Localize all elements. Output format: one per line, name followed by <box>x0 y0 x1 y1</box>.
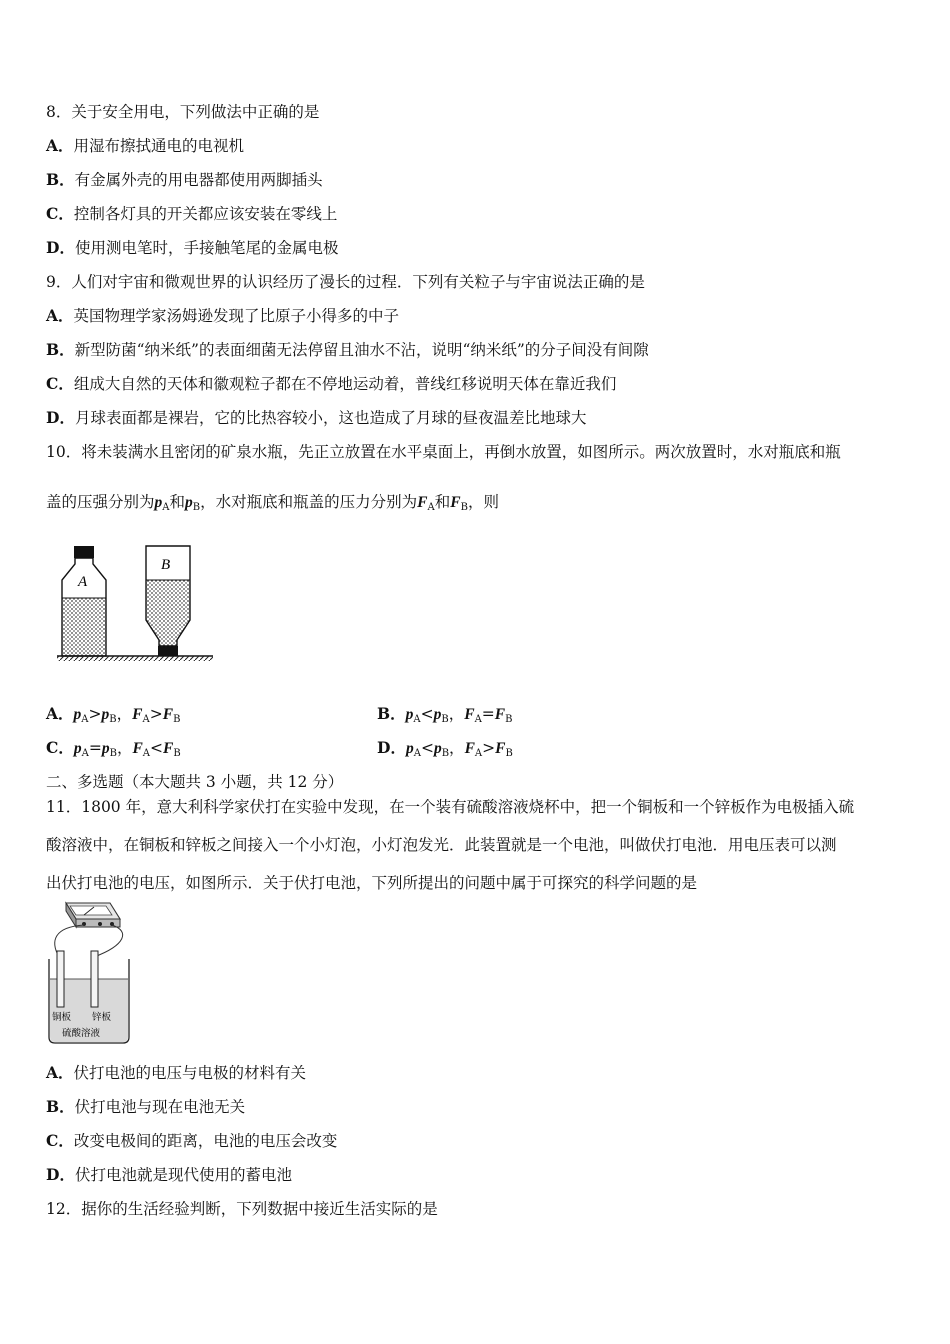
sym-f: F <box>132 706 143 723</box>
q10-option-c-letter: C． <box>46 738 74 757</box>
q8-option-c-text: 控制各灯具的开关都应该安装在零线上 <box>73 205 338 223</box>
sub-b: B <box>460 502 468 513</box>
q10-stem-part-b: 和 <box>169 493 186 511</box>
q11-stem-line1: 11．1800 年，意大利科学家伏打在实验中发现，在一个装有硫酸溶液烧杯中，把一个铜板和一个锌板作为电极插入硫 <box>46 798 855 816</box>
q10-stem-part-e: ，则 <box>467 493 499 511</box>
q8-option-b-text: 有金属外壳的用电器都使用两脚插头 <box>74 171 323 189</box>
q8-option-d <box>46 238 338 258</box>
copper-plate <box>57 951 64 1007</box>
q11-option-b <box>46 1097 245 1117</box>
q9-option-a-letter: A． <box>46 306 74 325</box>
connecting-wires <box>55 925 123 957</box>
sub-a: A <box>81 748 89 759</box>
q10-stem-line2 <box>46 492 499 518</box>
sym-p: p <box>433 706 442 723</box>
q9-option-d-text: 月球表面都是裸岩，它的比热容较小，这也造成了月球的昼夜温差比地球大 <box>74 409 587 427</box>
q8-option-a <box>46 136 244 156</box>
q9-option-d-letter: D． <box>46 408 75 427</box>
q11-option-a-text: 伏打电池的电压与电极的材料有关 <box>73 1064 307 1082</box>
q9-option-c-letter: C． <box>46 374 74 393</box>
sub-a: A <box>427 502 435 513</box>
q8-option-b <box>46 170 323 190</box>
relation: = <box>481 705 495 723</box>
q10-option-d-letter: D． <box>377 738 406 757</box>
bottle-b-cap <box>158 646 178 656</box>
sub-b: B <box>441 714 449 725</box>
zinc-plate <box>91 951 98 1007</box>
sub-a: A <box>413 714 421 725</box>
sub-a: A <box>81 714 89 725</box>
bottle-a-water <box>62 598 106 656</box>
q11-option-a-letter: A． <box>46 1063 74 1082</box>
q8-option-a-text: 用湿布擦拭通电的电视机 <box>73 137 245 155</box>
sub-b: B <box>505 748 513 759</box>
bottle-b-label: B <box>161 557 171 573</box>
q8-option-b-letter: B． <box>46 170 75 189</box>
sym-f: F <box>494 706 506 723</box>
sub-b: B <box>109 714 117 725</box>
q10-option-c <box>46 738 181 764</box>
voltmeter <box>66 903 120 927</box>
sub-a: A <box>474 748 483 759</box>
bottle-a-label: A <box>78 574 88 590</box>
separator: ， <box>116 705 133 723</box>
q11-option-b-letter: B． <box>46 1097 75 1116</box>
relation: > <box>149 705 163 723</box>
relation: < <box>150 739 164 757</box>
sym-f: F <box>163 740 174 757</box>
voltaic-cell-figure <box>44 897 134 1045</box>
sym-f: F <box>417 494 428 511</box>
q9-option-c-text: 组成大自然的天体和徽观粒子都在不停地运动着，普线红移说明天体在靠近我们 <box>73 375 617 393</box>
sulfuric-acid-label: 硫酸溶液 <box>62 1028 101 1039</box>
relation: > <box>88 705 102 723</box>
sub-b: B <box>192 502 201 513</box>
q8-option-c <box>46 204 337 224</box>
q10-stem-part-c: ，水对瓶底和瓶盖的压力分别为 <box>200 493 418 511</box>
q11-option-d-letter: D． <box>46 1165 75 1184</box>
q10-stem-part-a: 盖的压强分别为 <box>46 493 155 511</box>
sym-p: p <box>185 494 193 511</box>
q11-stem-line2: 酸溶液中，在铜板和锌板之间接入一个小灯泡，小灯泡发光．此装置就是一个电池，叫做伏打电池．用电压表可以测 <box>46 836 837 854</box>
q12-stem: 12．据你的生活经验判断，下列数据中接近生活实际的是 <box>46 1200 438 1218</box>
sub-a: A <box>474 714 482 725</box>
q11-option-b-text: 伏打电池与现在电池无关 <box>74 1098 246 1116</box>
q11-option-c-text: 改变电极间的距离，电池的电压会改变 <box>73 1132 338 1150</box>
q8-option-c-letter: C． <box>46 204 74 223</box>
q9-option-d <box>46 408 586 428</box>
q10-option-a-letter: A． <box>46 704 74 723</box>
q9-option-b-letter: B． <box>46 340 75 359</box>
q10-stem-part-d: 和 <box>434 493 451 511</box>
sym-p: p <box>405 740 414 757</box>
q11-stem-line3: 出伏打电池的电压，如图所示．关于伏打电池，下列所提出的问题中属于可探究的科学问题的是 <box>46 874 698 892</box>
q9-option-a-text: 英国物理学家汤姆逊发现了比原子小得多的中子 <box>73 307 400 325</box>
sym-f: F <box>464 740 475 757</box>
sub-b: B <box>173 748 181 759</box>
relation: > <box>482 739 496 757</box>
sym-p: p <box>73 740 82 757</box>
relation: < <box>420 739 434 757</box>
q10-option-d <box>377 738 513 764</box>
q10-option-b-letter: B． <box>377 704 406 723</box>
section-2-title: 二、多选题（本大题共 3 小题，共 12 分） <box>46 773 344 791</box>
q11-option-d-text: 伏打电池就是现代使用的蓄电池 <box>74 1166 292 1184</box>
sub-a: A <box>162 502 170 513</box>
sub-b: B <box>109 748 117 759</box>
relation: = <box>88 739 102 757</box>
relation: < <box>420 705 434 723</box>
q9-option-a <box>46 306 399 326</box>
q8-option-a-letter: A． <box>46 136 74 155</box>
q11-option-c-letter: C． <box>46 1131 74 1150</box>
q8-option-d-letter: D． <box>46 238 75 257</box>
q9-option-b <box>46 340 649 360</box>
zinc-plate-label: 锌板 <box>92 1012 112 1023</box>
q8-stem: 8．关于安全用电，下列做法中正确的是 <box>46 103 320 121</box>
q11-option-c <box>46 1131 337 1151</box>
sym-p: p <box>433 740 442 757</box>
sub-b: B <box>505 714 513 725</box>
q9-stem: 9．人们对宇宙和微观世界的认识经历了漫长的过程．下列有关粒子与宇宙说法正确的是 <box>46 273 645 291</box>
sym-p: p <box>101 706 110 723</box>
q8-option-d-text: 使用测电笔时，手接触笔尾的金属电极 <box>74 239 339 257</box>
sym-f: F <box>132 740 143 757</box>
q10-option-a <box>46 704 180 730</box>
sym-p: p <box>101 740 110 757</box>
sym-f: F <box>162 706 174 723</box>
q9-option-b-text: 新型防菌“纳米纸”的表面细菌无法停留且油水不沾，说明“纳米纸”的分子间没有间隙 <box>74 341 649 359</box>
sub-a: A <box>142 714 150 725</box>
bottle-b <box>146 546 190 656</box>
bottle-b-water <box>146 580 190 646</box>
q10-option-b <box>377 704 513 730</box>
sym-p: p <box>154 494 163 511</box>
sub-a: A <box>413 748 421 759</box>
q11-option-d <box>46 1165 292 1185</box>
table-surface <box>57 656 213 661</box>
sym-f: F <box>450 494 461 511</box>
q10-stem-line1: 10．将未装满水且密闭的矿泉水瓶，先正立放置在水平桌面上，再倒水放置，如图所示。两次放置时，水对瓶底和瓶 <box>46 443 841 461</box>
separator: ， <box>116 739 133 757</box>
sym-f: F <box>495 740 506 757</box>
bottles-figure <box>55 540 215 665</box>
sym-p: p <box>73 706 82 723</box>
separator: ， <box>449 739 465 757</box>
q9-option-c <box>46 374 616 394</box>
sub-b: B <box>441 748 450 759</box>
sym-p: p <box>405 706 414 723</box>
q11-option-a <box>46 1063 306 1083</box>
copper-plate-label: 铜板 <box>52 1012 72 1023</box>
sub-b: B <box>173 714 181 725</box>
sym-f: F <box>464 706 475 723</box>
sub-a: A <box>142 748 151 759</box>
separator: ， <box>448 705 465 723</box>
bottle-a <box>62 546 106 656</box>
bottle-a-cap <box>74 546 94 558</box>
